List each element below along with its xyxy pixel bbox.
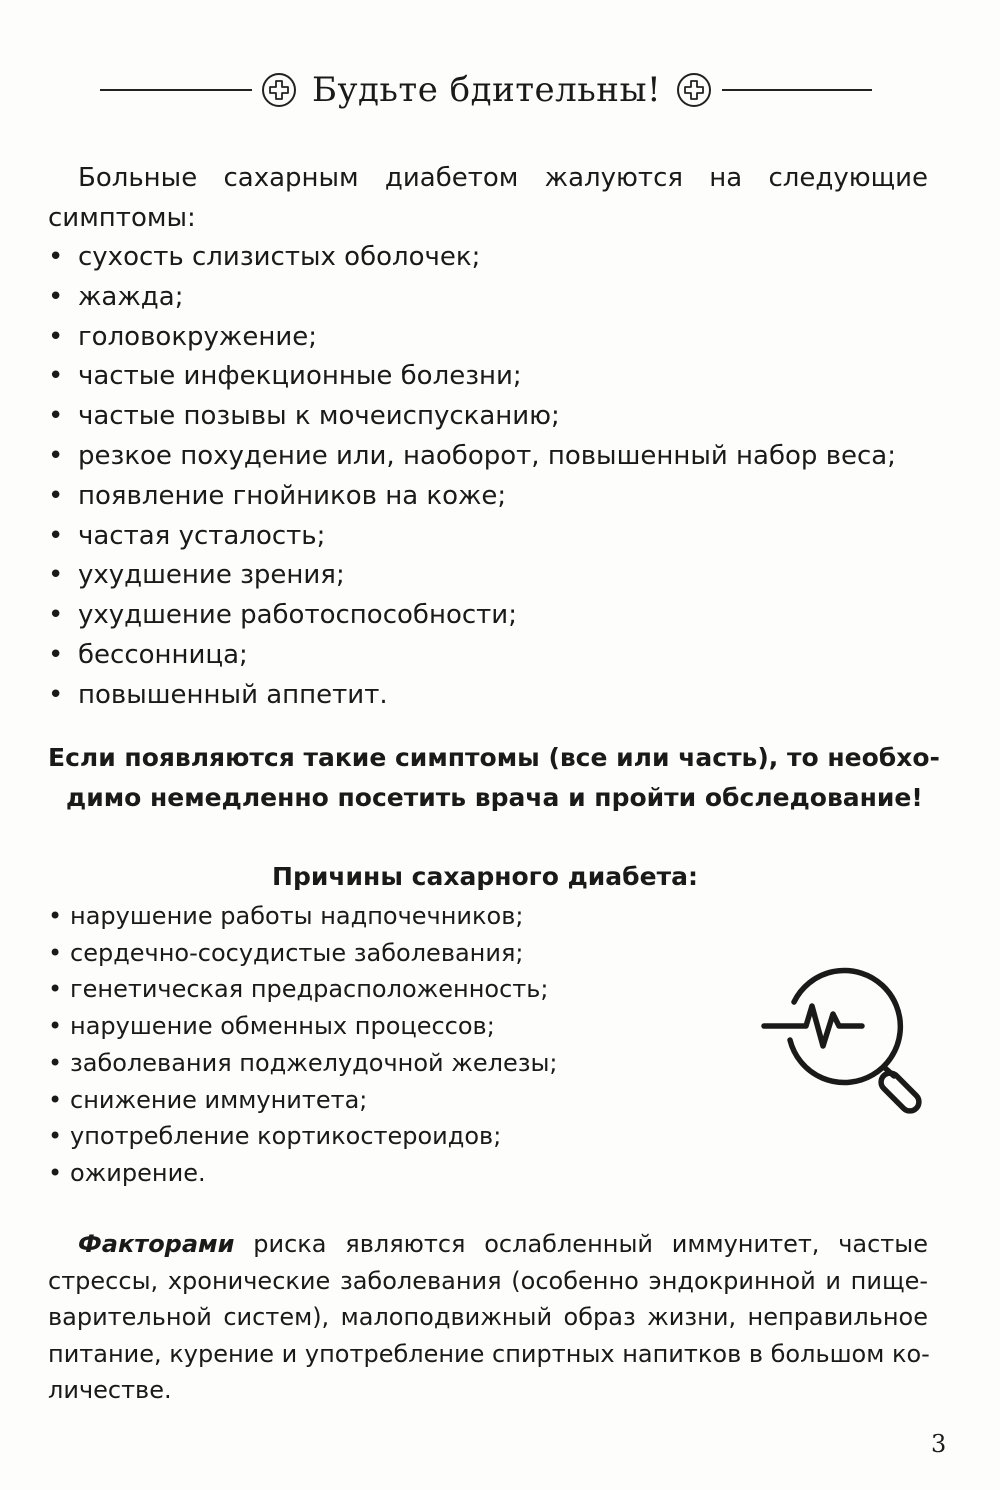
list-item-text: частые инфекционные болезни;: [78, 361, 522, 392]
list-item: [48, 1045, 748, 1082]
bullet: •: [48, 520, 64, 551]
list-item: [48, 898, 748, 935]
bullet: •: [48, 1048, 63, 1077]
list-item-text: появление гнойников на коже;: [78, 480, 507, 511]
bullet: •: [48, 1158, 63, 1187]
bullet: •: [48, 242, 64, 272]
bullet: •: [48, 600, 64, 631]
warning-paragraph: [48, 738, 940, 818]
bullet: •: [48, 639, 64, 670]
risk-emphasis: Факторами: [78, 1230, 235, 1258]
list-item-text: частая усталость;: [78, 520, 326, 551]
risk-line-text: риска являются ослабленный иммунитет, частые: [234, 1230, 928, 1258]
list-item-text: резкое похудение или, наоборот, повышенный набор веса;: [78, 440, 896, 471]
list-item-text: сердечно-сосудистые заболевания;: [70, 938, 524, 967]
bullet: •: [48, 1085, 63, 1114]
bullet: •: [48, 938, 63, 967]
list-item: [48, 1008, 748, 1045]
list-item-text: употребление кортикостероидов;: [70, 1122, 502, 1151]
list-item: [48, 636, 948, 676]
list-item: [48, 1082, 748, 1119]
header-rule-right: [722, 89, 872, 91]
risk-paragraph: [48, 1226, 928, 1409]
list-item-text: головокружение;: [78, 321, 317, 352]
intro-paragraph: [48, 158, 928, 238]
page-number: 3: [931, 1430, 947, 1458]
list-item: [48, 1155, 748, 1192]
list-item: [48, 935, 748, 972]
risk-line: варительной систем), малоподвижный образ жизни, неправильное: [48, 1303, 928, 1331]
heartbeat-magnifier-icon: [760, 958, 932, 1118]
bullet: •: [48, 321, 64, 352]
list-item: [48, 397, 948, 437]
list-item-text: заболевания поджелудочной железы;: [70, 1048, 558, 1077]
list-item-text: бессонница;: [78, 639, 248, 670]
risk-line: стрессы, хронические заболевания (особенно эндокринной и пище-: [48, 1266, 928, 1295]
list-item-text: нарушение обменных процессов;: [70, 1012, 495, 1041]
risk-line: питание, курение и употребление спиртных напитков в большом ко-: [48, 1339, 930, 1368]
bullet: •: [48, 440, 64, 471]
list-item-text: частые позывы к мочеиспусканию;: [78, 401, 560, 432]
list-item: [48, 676, 948, 716]
risk-line: [48, 1226, 928, 1263]
intro-line: Больные сахарным диабетом жалуются на следующие: [78, 163, 928, 193]
list-item: [48, 517, 948, 557]
bullet: •: [48, 361, 64, 392]
medical-cross-icon: [261, 72, 297, 108]
list-item-text: снижение иммунитета;: [70, 1085, 368, 1114]
list-item: [48, 318, 948, 358]
list-item-text: ожирение.: [70, 1158, 206, 1187]
list-item: [48, 971, 748, 1008]
list-item: [48, 278, 948, 318]
bullet: •: [48, 902, 63, 930]
header-rule-left: [100, 89, 252, 91]
list-item-text: нарушение работы надпочечников;: [70, 902, 524, 930]
warning-line: димо немедленно посетить врача и пройти обследование!: [66, 783, 923, 812]
bullet: •: [48, 480, 64, 511]
list-item: [48, 596, 948, 636]
medical-cross-icon: [676, 72, 712, 108]
bullet: •: [48, 401, 64, 432]
list-item: [48, 238, 948, 278]
warning-line: Если появляются такие симптомы (все или часть), то необхо-: [48, 743, 940, 772]
bullet: •: [48, 975, 63, 1004]
page-title: Будьте бдительны!: [312, 70, 662, 110]
list-item-text: ухудшение работоспособности;: [78, 600, 517, 631]
list-item-text: генетическая предрасположенность;: [70, 975, 549, 1004]
bullet: •: [48, 281, 64, 312]
list-item: [48, 1118, 748, 1155]
symptoms-list: [48, 238, 948, 716]
bullet: •: [48, 1122, 63, 1151]
list-item: [48, 437, 948, 477]
list-item-text: сухость слизистых оболочек;: [78, 242, 481, 272]
risk-line: личестве.: [48, 1376, 172, 1404]
list-item: [48, 556, 948, 596]
list-item-text: повышенный аппетит.: [78, 679, 388, 710]
list-item: [48, 477, 948, 517]
bullet: •: [48, 679, 64, 710]
causes-list: [48, 898, 748, 1192]
bullet: •: [48, 1012, 63, 1041]
bullet: •: [48, 560, 64, 591]
list-item-text: ухудшение зрения;: [78, 560, 345, 591]
list-item: [48, 357, 948, 397]
causes-heading: Причины сахарного диабета:: [272, 862, 698, 891]
intro-line: симптомы:: [48, 203, 196, 233]
list-item-text: жажда;: [78, 281, 184, 312]
